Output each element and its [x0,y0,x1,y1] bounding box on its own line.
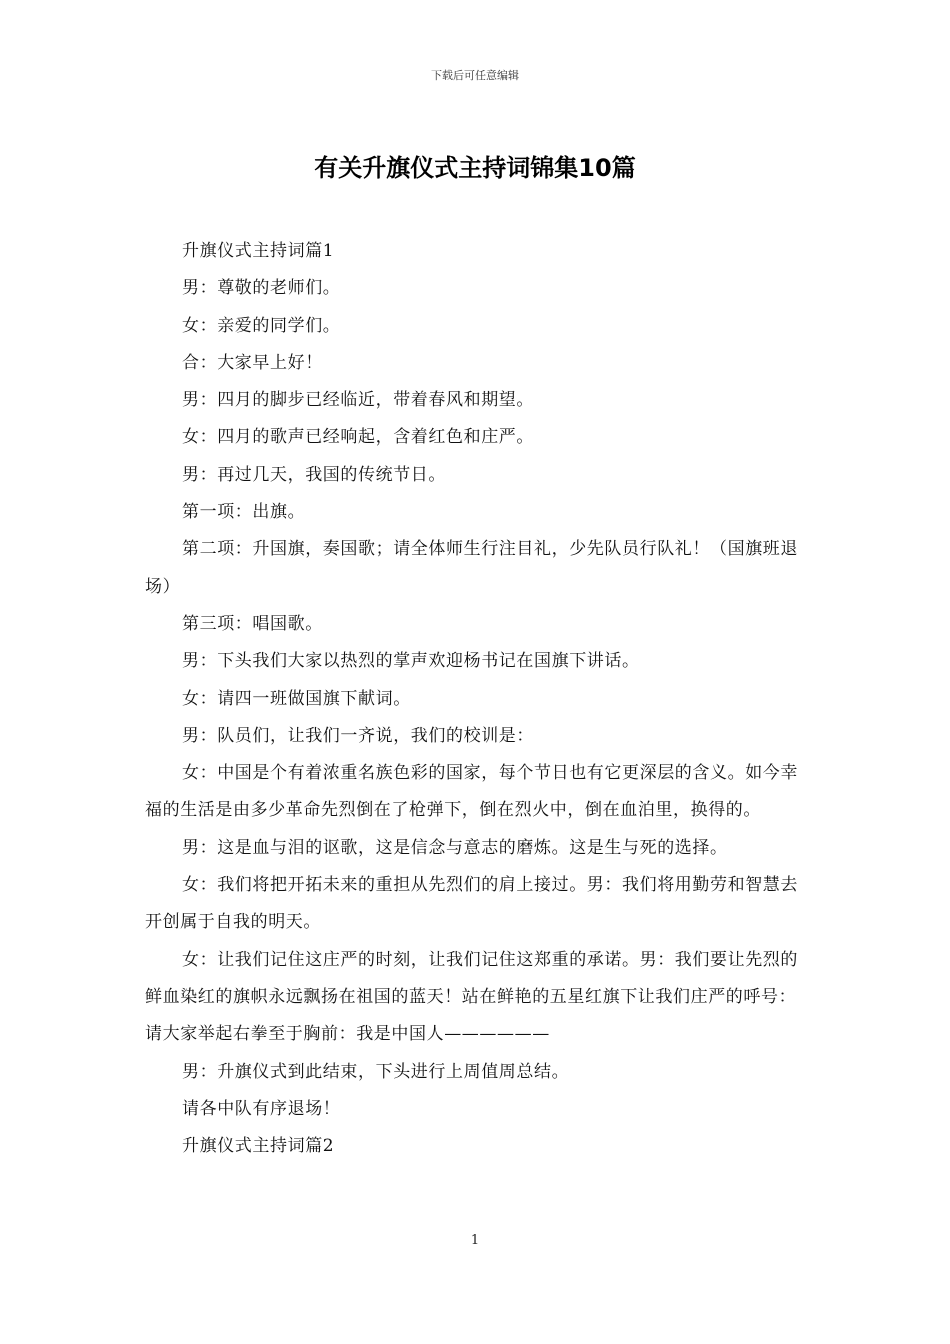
paragraph: 第二项：升国旗，奏国歌；请全体师生行注目礼，少先队员行队礼！（国旗班退场） [145,539,798,597]
document-body [145,233,809,1165]
paragraph: 升旗仪式主持词篇2 [182,1136,335,1157]
page-header-note: 下载后可任意编辑 [431,69,519,82]
paragraph: 女：让我们记住这庄严的时刻，让我们记住这郑重的承诺。男：我们要让先烈的鲜血染红的旗帜永远飘扬在祖国的蓝天！站在鲜艳的五星红旗下让我们庄严的呼号：请大家举起右拳至于胸前：我是中国人—————— [145,949,798,1045]
paragraph: 第三项：唱国歌。 [182,613,323,634]
paragraph: 男：下头我们大家以热烈的掌声欢迎杨书记在国旗下讲话。 [182,651,640,672]
paragraph: 第一项：出旗。 [182,502,306,523]
paragraph: 升旗仪式主持词篇1 [182,241,335,261]
paragraph: 请各中队有序退场！ [182,1098,341,1119]
paragraph: 男：再过几天，我国的传统节日。 [182,464,446,485]
paragraph: 男：升旗仪式到此结束，下头进行上周值周总结。 [182,1061,570,1082]
paragraph: 男：尊敬的老师们。 [182,278,341,299]
paragraph: 女：中国是个有着浓重名族色彩的国家，每个节日也有它更深层的含义。如今幸福的生活是由多少革命先烈倒在了枪弹下，倒在烈火中，倒在血泊里，换得的。 [145,763,798,821]
document-title: 有关升旗仪式主持词锦集10篇 [314,154,636,182]
page-number: 1 [470,1233,480,1248]
paragraph: 女：亲爱的同学们。 [182,315,341,336]
paragraph: 男：四月的脚步已经临近，带着春风和期望。 [182,390,534,411]
paragraph: 女：请四一班做国旗下献词。 [182,688,411,709]
paragraph: 女：四月的歌声已经响起，含着红色和庄严。 [182,427,534,448]
paragraph: 男：队员们，让我们一齐说，我们的校训是： [182,725,534,746]
paragraph: 男：这是血与泪的讴歌，这是信念与意志的磨炼。这是生与死的选择。 [182,837,728,858]
paragraph: 女：我们将把开拓未来的重担从先烈们的肩上接过。男：我们将用勤劳和智慧去开创属于自我的明天。 [145,875,798,933]
paragraph: 合：大家早上好！ [182,352,323,373]
